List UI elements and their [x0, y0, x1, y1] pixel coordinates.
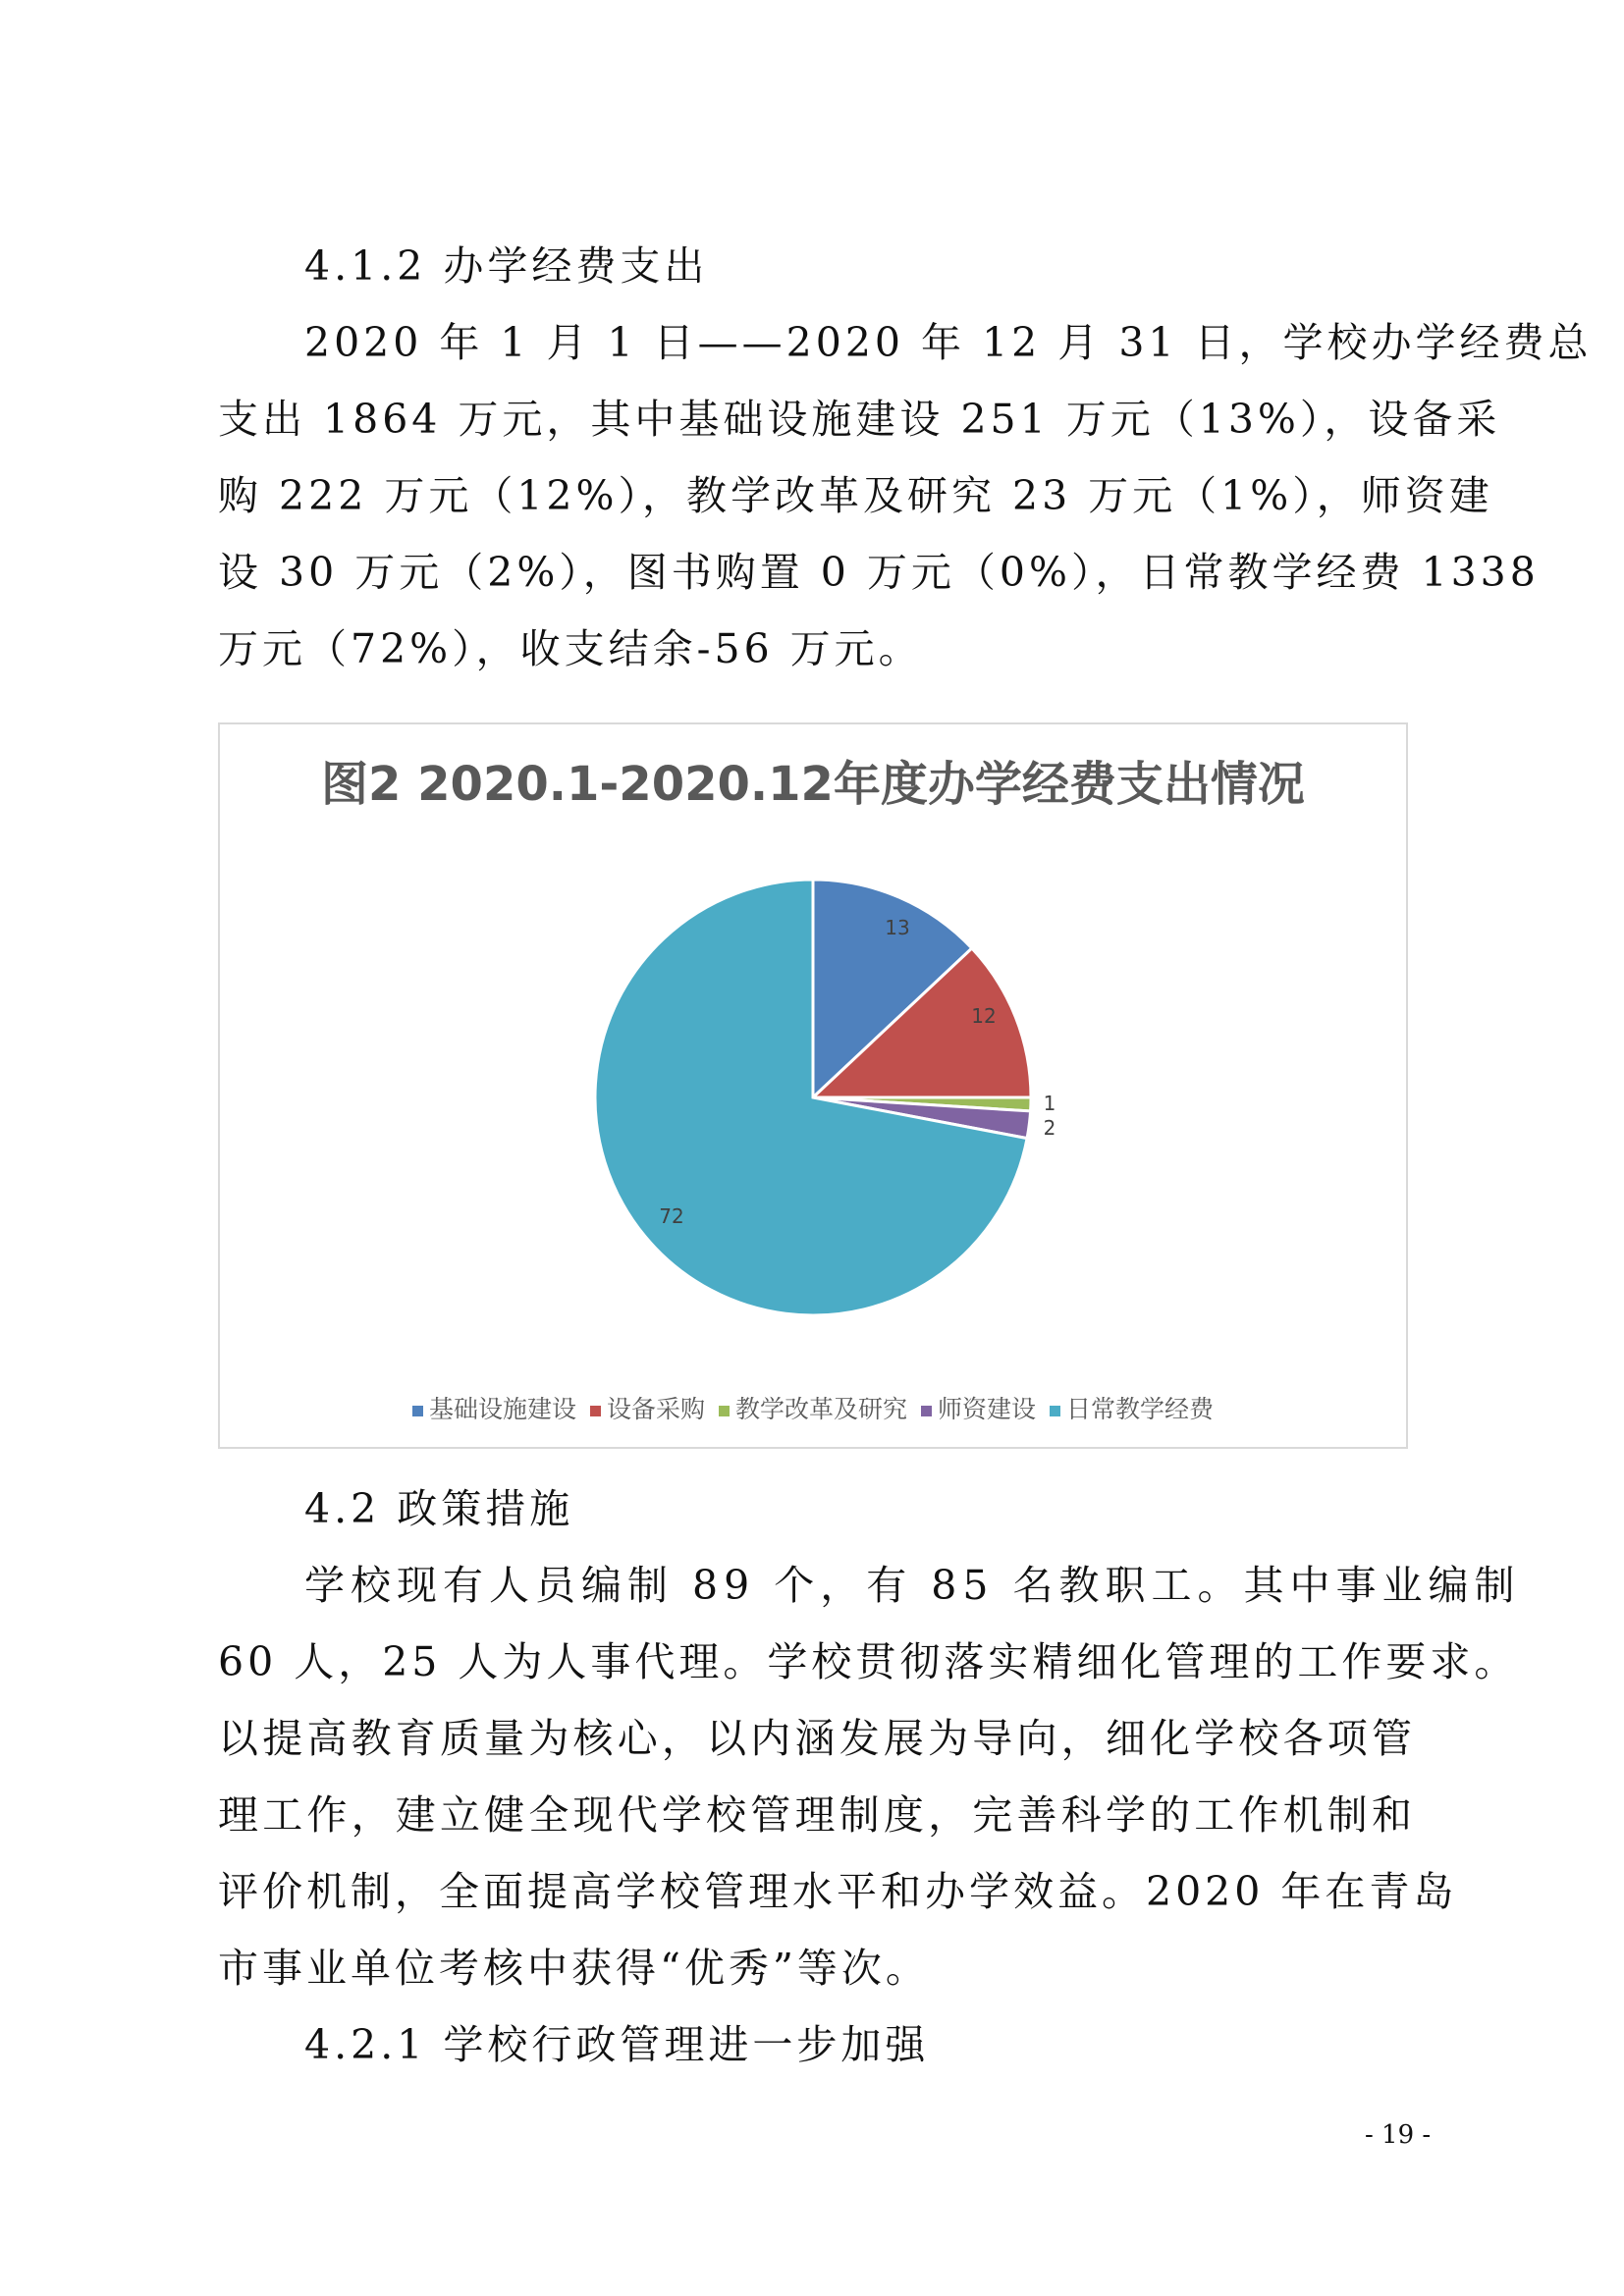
body-line: 以提高教育质量为核心，以内涵发展为导向，细化学校各项管	[218, 1715, 1416, 1762]
legend-label: 日常教学经费	[1066, 1395, 1215, 1423]
legend-item	[921, 1390, 1036, 1425]
legend-swatch	[921, 1406, 932, 1416]
legend-swatch	[719, 1406, 730, 1416]
pie-data-label: 12	[971, 1004, 997, 1028]
legend-item	[719, 1390, 907, 1425]
legend-swatch	[590, 1406, 601, 1416]
pie-data-label: 1	[1043, 1092, 1056, 1115]
section-421-heading: 4.2.1 学校行政管理进一步加强	[304, 2021, 930, 2068]
body-line: 市事业单位考核中获得“优秀”等次。	[218, 1945, 930, 1992]
body-line: 评价机制，全面提高学校管理水平和办学效益。2020 年在青岛	[218, 1868, 1458, 1915]
pie-svg	[220, 724, 1406, 1447]
legend-swatch	[1050, 1406, 1060, 1416]
legend-item	[1050, 1390, 1214, 1425]
pie-data-label: 13	[885, 916, 910, 939]
pie-data-label: 2	[1043, 1116, 1056, 1140]
legend-label: 师资建设	[938, 1395, 1037, 1423]
body-line: 学校现有人员编制 89 个，有 85 名教职工。其中事业编制	[304, 1562, 1521, 1609]
legend-label: 基础设施建设	[428, 1395, 576, 1423]
legend-label: 教学改革及研究	[734, 1395, 907, 1423]
legend-label: 设备采购	[606, 1395, 705, 1423]
body-line: 2020 年 1 月 1 日——2020 年 12 月 31 日，学校办学经费总	[304, 319, 1593, 366]
section-42-heading: 4.2 政策措施	[304, 1485, 574, 1532]
body-line: 购 222 万元（12%），教学改革及研究 23 万元（1%），师资建	[218, 472, 1493, 519]
pie-data-label: 72	[659, 1204, 684, 1228]
body-line: 支出 1864 万元，其中基础设施建设 251 万元（13%），设备采	[218, 396, 1501, 443]
legend-item	[590, 1390, 705, 1425]
legend-swatch	[412, 1406, 423, 1416]
body-line: 60 人，25 人为人事代理。学校贯彻落实精细化管理的工作要求。	[218, 1638, 1519, 1685]
body-line: 设 30 万元（2%），图书购置 0 万元（0%），日常教学经费 1338	[218, 549, 1540, 596]
chart-title: 图2 2020.1-2020.12年度办学经费支出情况	[321, 757, 1305, 812]
legend-item	[412, 1390, 576, 1425]
chart-legend	[220, 1390, 1406, 1425]
body-line: 理工作，建立健全现代学校管理制度，完善科学的工作机制和	[218, 1791, 1416, 1839]
expenditure-pie-chart	[218, 722, 1408, 1449]
body-line: 万元（72%），收支结余-56 万元。	[218, 625, 923, 672]
section-412-heading: 4.1.2 办学经费支出	[304, 242, 709, 290]
page-number: - 19 -	[1365, 2120, 1432, 2150]
